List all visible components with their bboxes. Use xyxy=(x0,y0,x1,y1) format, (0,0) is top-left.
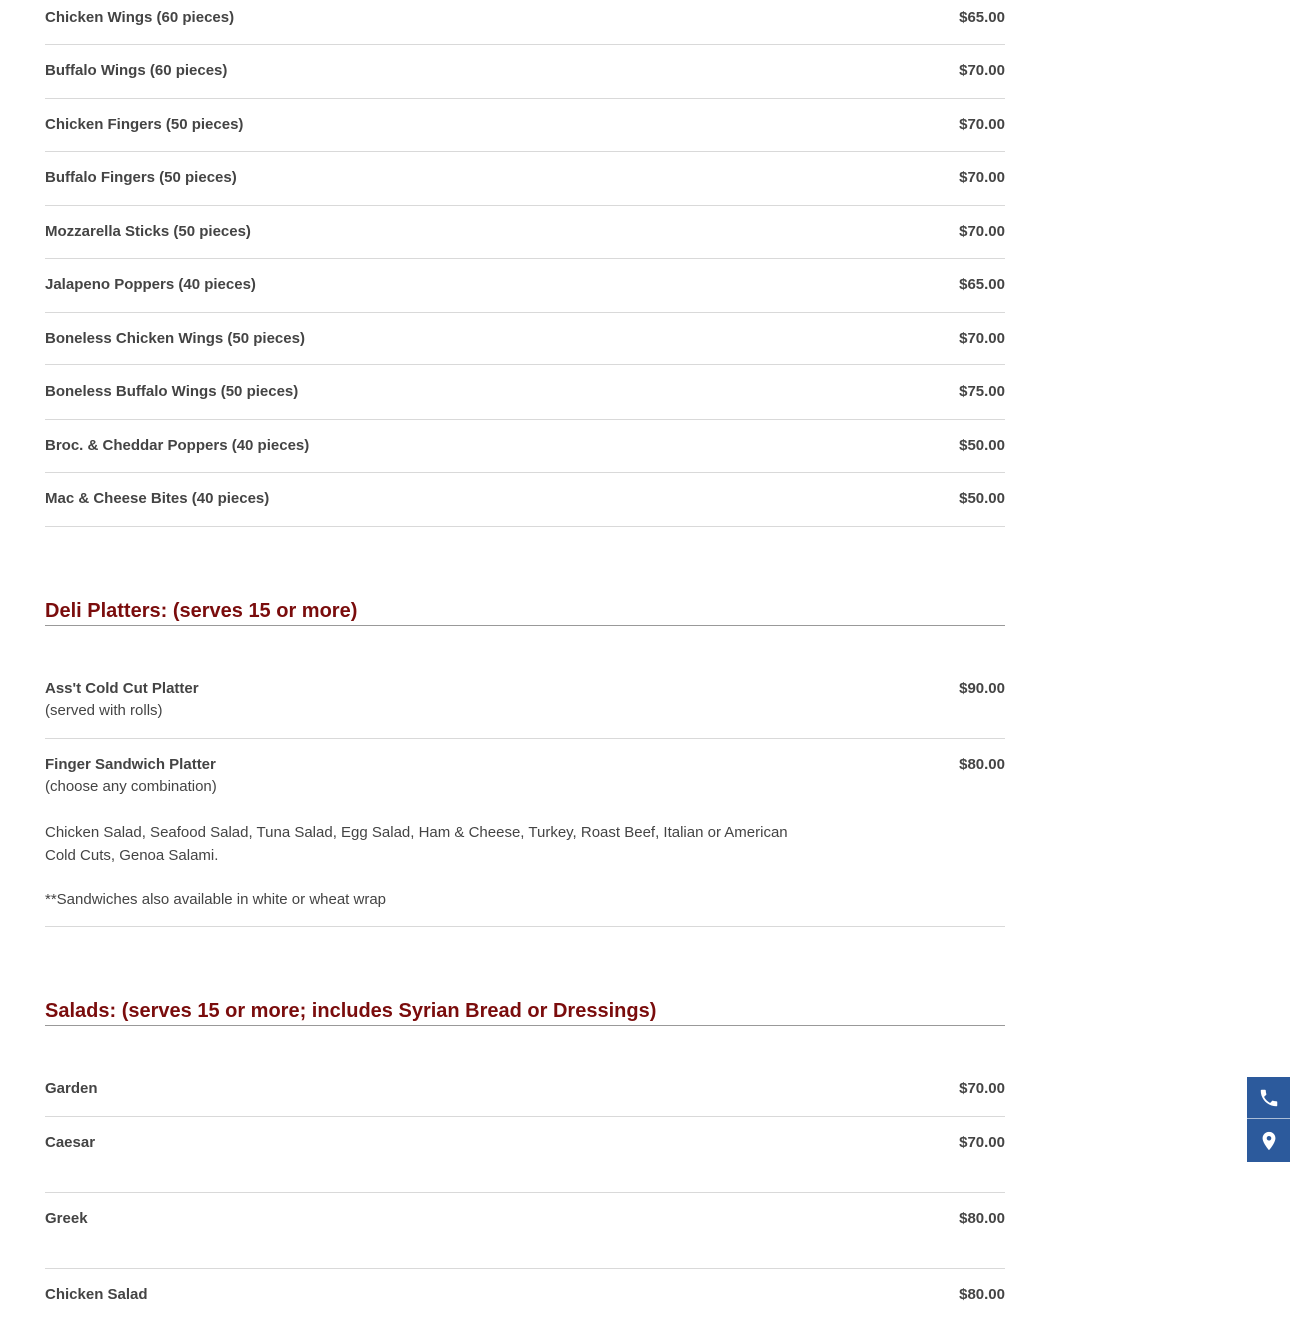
menu-item xyxy=(45,1117,1005,1193)
section-heading-deli-platters: Deli Platters: (serves 15 or more) xyxy=(45,600,1005,626)
menu-item xyxy=(45,1193,1005,1269)
item-price: $75.00 xyxy=(959,383,1005,400)
item-note: (served with rolls) xyxy=(45,702,163,719)
item-price: $80.00 xyxy=(959,1286,1005,1303)
item-name: Chicken Salad xyxy=(45,1286,148,1303)
directions-button[interactable] xyxy=(1247,1120,1290,1161)
item-price: $70.00 xyxy=(959,169,1005,186)
call-button[interactable] xyxy=(1247,1077,1290,1118)
menu-item xyxy=(45,259,1005,313)
menu-item xyxy=(45,670,1005,739)
menu-item xyxy=(45,0,1005,45)
menu-item xyxy=(45,206,1005,259)
menu-item xyxy=(45,739,1005,927)
sidebar-divider xyxy=(1247,1118,1290,1119)
map-marker-icon xyxy=(1258,1130,1280,1152)
item-name: Caesar xyxy=(45,1134,96,1151)
menu-item xyxy=(45,1269,1005,1329)
item-price: $70.00 xyxy=(959,62,1005,79)
menu-item xyxy=(45,313,1005,365)
item-name: Chicken Wings (60 pieces) xyxy=(45,9,235,26)
item-name: Ass't Cold Cut Platter xyxy=(45,680,199,697)
menu-item xyxy=(45,45,1005,99)
item-price: $70.00 xyxy=(959,1134,1005,1151)
item-name: Boneless Buffalo Wings (50 pieces) xyxy=(45,383,299,400)
item-name: Jalapeno Poppers (40 pieces) xyxy=(45,276,256,293)
item-name: Greek xyxy=(45,1210,88,1227)
item-name: Chicken Fingers (50 pieces) xyxy=(45,116,244,133)
contact-sidebar xyxy=(1247,1077,1290,1162)
item-price: $50.00 xyxy=(959,490,1005,507)
item-price: $70.00 xyxy=(959,116,1005,133)
item-price: $90.00 xyxy=(959,680,1005,697)
item-name: Finger Sandwich Platter xyxy=(45,756,216,773)
item-name: Mac & Cheese Bites (40 pieces) xyxy=(45,490,270,507)
item-name: Mozzarella Sticks (50 pieces) xyxy=(45,223,251,240)
menu-item xyxy=(45,473,1005,527)
item-price: $65.00 xyxy=(959,276,1005,293)
item-price: $80.00 xyxy=(959,1210,1005,1227)
item-note: (choose any combination) xyxy=(45,778,217,795)
menu-item xyxy=(45,365,1005,420)
menu-item xyxy=(45,99,1005,152)
item-name: Boneless Chicken Wings (50 pieces) xyxy=(45,330,305,347)
menu-item xyxy=(45,1070,1005,1117)
item-name: Buffalo Fingers (50 pieces) xyxy=(45,169,237,186)
item-name: Garden xyxy=(45,1080,98,1097)
item-price: $80.00 xyxy=(959,756,1005,773)
item-price: $65.00 xyxy=(959,9,1005,26)
menu-item xyxy=(45,152,1005,206)
item-price: $50.00 xyxy=(959,437,1005,454)
menu-item xyxy=(45,420,1005,473)
item-price: $70.00 xyxy=(959,1080,1005,1097)
item-name: Buffalo Wings (60 pieces) xyxy=(45,62,228,79)
phone-icon xyxy=(1258,1087,1280,1109)
item-name: Broc. & Cheddar Poppers (40 pieces) xyxy=(45,437,310,454)
item-description: Chicken Salad, Seafood Salad, Tuna Salad, Egg Salad, Ham & Cheese, Turkey, Roast Beef, Italian or American Cold Cuts, Genoa Salami. xyxy=(45,824,788,864)
item-price: $70.00 xyxy=(959,223,1005,240)
item-price: $70.00 xyxy=(959,330,1005,347)
item-extra-note: **Sandwiches also available in white or wheat wrap xyxy=(45,891,387,908)
section-heading-salads: Salads: (serves 15 or more; includes Syrian Bread or Dressings) xyxy=(45,1000,1005,1026)
